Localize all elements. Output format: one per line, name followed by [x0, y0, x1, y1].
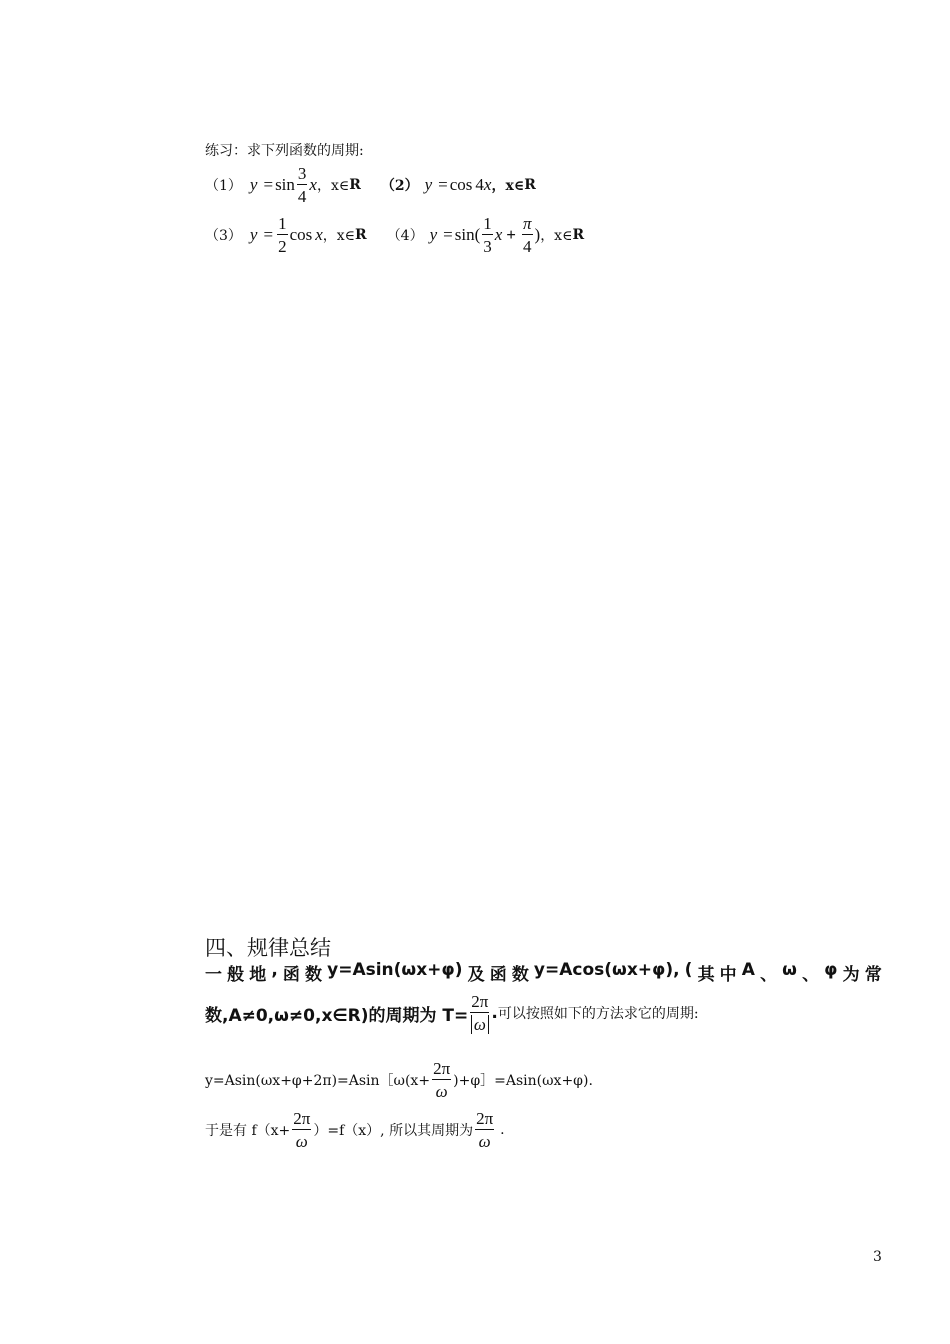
- line1-word: ,: [271, 960, 278, 980]
- line1-word: 般: [227, 965, 245, 985]
- line3-num: 2π: [433, 1059, 451, 1078]
- summary-line-2: [205, 993, 699, 1033]
- line1-word: 及: [467, 965, 485, 985]
- line3-den: ω: [435, 1082, 448, 1101]
- item-1-domain-pre: ，x∈: [316, 178, 350, 194]
- item-1-var: x: [309, 175, 317, 194]
- item-2-func: cos: [449, 175, 473, 194]
- line1-word: ω: [782, 960, 797, 980]
- item-4-num-1: 1: [483, 214, 492, 233]
- item-1-num: 3: [297, 164, 307, 183]
- item-4-plus: +: [506, 225, 516, 244]
- item-1-eq: =: [263, 175, 274, 194]
- line1-word: A: [741, 960, 755, 980]
- period-den-wrap: [471, 1013, 489, 1033]
- item-4-fraction-1: [482, 215, 493, 255]
- line4-num: 2π: [293, 1109, 311, 1128]
- line3-prefix: y=Asin(ωx+φ+2π)=Asin［ω(x+: [205, 1073, 431, 1089]
- line1-word: 、: [802, 965, 820, 985]
- line4-mid: ）=f（x）, 所以其周期为: [313, 1123, 474, 1139]
- line2-dot: .: [491, 1003, 498, 1023]
- item-2-domain-set: R: [524, 177, 536, 193]
- line4-den-2: ω: [478, 1132, 491, 1151]
- item-4-num-2: π: [522, 214, 532, 233]
- item-1-den: 4: [297, 187, 307, 206]
- line3-fraction: [432, 1060, 451, 1100]
- line2-suffix: 可以按照如下的方法求它的周期:: [497, 1006, 699, 1022]
- line4-prefix: 于是有 f（x+: [205, 1123, 291, 1139]
- item-3-num: 1: [278, 214, 287, 233]
- item-3-fraction: [277, 215, 288, 255]
- line1-word: 函: [489, 965, 507, 985]
- period-num: 2π: [471, 992, 489, 1011]
- line1-word: 常: [864, 965, 882, 985]
- line3-suffix: )+φ］=Asin(ωx+φ).: [453, 1073, 593, 1089]
- line1-word: y=Asin(ωx+φ): [327, 960, 463, 980]
- summary-line-4: [205, 1110, 505, 1150]
- item-4-domain-pre: ，x∈: [540, 228, 573, 244]
- line1-word: 数: [511, 965, 529, 985]
- item-1-lhs: y: [249, 175, 258, 194]
- exercise-row-2: [205, 215, 584, 255]
- line1-word: 一: [205, 965, 222, 985]
- item-3-domain-pre: ，x∈: [322, 228, 356, 244]
- summary-heading: 四、规律总结: [205, 936, 331, 960]
- item-2-label: （2）: [380, 178, 419, 194]
- item-1-domain-set: R: [349, 177, 361, 193]
- period-fraction: [470, 993, 489, 1033]
- item-4-var: x: [494, 225, 503, 244]
- line1-word: 、: [760, 965, 778, 985]
- item-4-close: ): [534, 225, 541, 244]
- page-number: 3: [873, 1249, 882, 1265]
- line1-word: 地: [249, 965, 267, 985]
- line4-num-2: 2π: [476, 1109, 494, 1128]
- item-3-label: （3）: [205, 228, 242, 244]
- item-3-eq: =: [263, 225, 274, 244]
- item-3-func: cos: [289, 225, 313, 244]
- item-1-func: sin: [275, 175, 295, 194]
- summary-line-3: [205, 1060, 593, 1100]
- line1-word: (: [684, 960, 693, 980]
- exercise-title: 练习：求下列函数的周期:: [205, 143, 364, 159]
- line4-end: .: [500, 1122, 505, 1138]
- item-3-var: x: [315, 225, 323, 244]
- line4-den: ω: [295, 1132, 308, 1151]
- item-2-coef: 4: [475, 175, 484, 194]
- line4-fraction-1: [292, 1110, 311, 1150]
- item-4-domain-set: R: [572, 227, 585, 243]
- exercise-row-1: [205, 165, 536, 205]
- line1-word: 中: [719, 965, 737, 985]
- item-1-fraction: [297, 165, 308, 205]
- item-4-lhs: y: [429, 225, 438, 244]
- item-3-lhs: y: [249, 225, 258, 244]
- item-4-fraction-2: [522, 215, 533, 255]
- item-3-den: 2: [278, 237, 287, 256]
- item-1-label: （1）: [205, 178, 242, 194]
- item-3-domain-set: R: [355, 227, 367, 243]
- item-4-label: （4）: [386, 228, 424, 244]
- item-2-var: x: [483, 175, 492, 194]
- item-4-eq: =: [443, 225, 453, 244]
- line1-word: 为: [842, 965, 860, 985]
- line4-fraction-2: [475, 1110, 494, 1150]
- line1-word: 其: [697, 965, 715, 985]
- line1-word: 函: [282, 965, 300, 985]
- line1-word: φ: [824, 960, 838, 980]
- line1-word: 数: [305, 965, 323, 985]
- item-2-domain-pre: ，x∈: [491, 178, 525, 194]
- period-den: ω: [471, 1015, 489, 1034]
- item-4-den-1: 3: [483, 237, 492, 256]
- line2-prefix: 数,A≠0,ω≠0,x∈R)的周期为 T=: [205, 1005, 469, 1026]
- summary-line-1: [205, 960, 882, 985]
- item-4-func: sin(: [454, 225, 481, 244]
- item-4-den-2: 4: [523, 237, 532, 256]
- item-2-eq: =: [438, 175, 448, 194]
- line1-word: y=Acos(ωx+φ),: [533, 960, 680, 980]
- item-2-lhs: y: [424, 175, 433, 194]
